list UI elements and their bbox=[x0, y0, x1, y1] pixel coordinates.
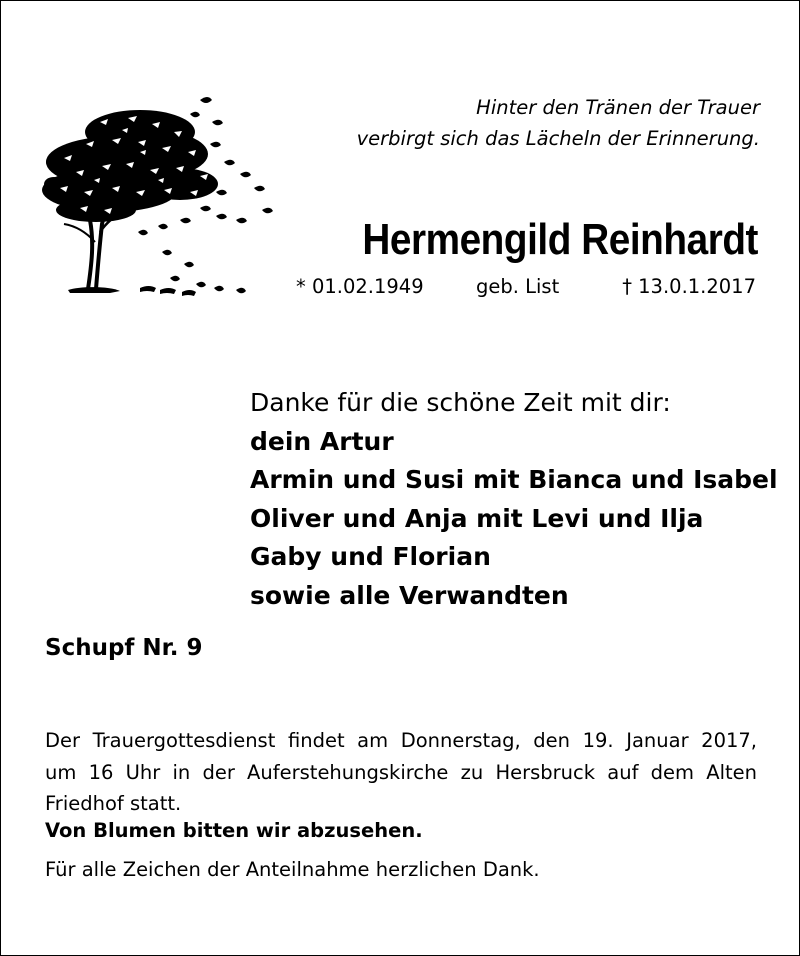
mourner-line: Oliver und Anja mit Levi und Ilja bbox=[250, 503, 704, 533]
maiden-name: geb. List bbox=[476, 275, 560, 298]
service-announcement bbox=[45, 725, 757, 820]
death-date: † 13.0.1.2017 bbox=[622, 275, 756, 298]
deceased-name: Hermengild Reinhardt bbox=[362, 215, 758, 264]
mourners-block bbox=[250, 384, 780, 615]
service-line: Friedhof statt. bbox=[45, 792, 182, 815]
mourner-line: dein Artur bbox=[250, 426, 394, 456]
memorial-quote bbox=[330, 92, 760, 154]
service-line: um 16 Uhr in der Auferstehungskirche zu Hersbruck auf dem Alten bbox=[45, 760, 757, 784]
mourner-line: sowie alle Verwandten bbox=[250, 580, 569, 610]
flowers-note: Von Blumen bitten wir abzusehen. bbox=[45, 819, 423, 842]
quote-line: Hinter den Tränen der Trauer bbox=[476, 96, 760, 119]
life-dates bbox=[296, 272, 756, 302]
mourner-line: Armin und Susi mit Bianca und Isabel bbox=[250, 465, 778, 494]
service-line: Der Trauergottesdienst findet am Donnerstag, den 19. Januar 2017, bbox=[45, 729, 757, 752]
mourners-intro: Danke für die schöne Zeit mit dir: bbox=[250, 388, 671, 417]
quote-line: verbirgt sich das Lächeln der Erinnerung. bbox=[356, 127, 760, 150]
mourner-line: Gaby und Florian bbox=[250, 542, 491, 571]
address: Schupf Nr. 9 bbox=[45, 635, 203, 661]
thanks-note: Für alle Zeichen der Anteilnahme herzlichen Dank. bbox=[45, 858, 540, 881]
birth-date: * 01.02.1949 bbox=[296, 275, 424, 298]
tree-icon bbox=[40, 92, 290, 307]
